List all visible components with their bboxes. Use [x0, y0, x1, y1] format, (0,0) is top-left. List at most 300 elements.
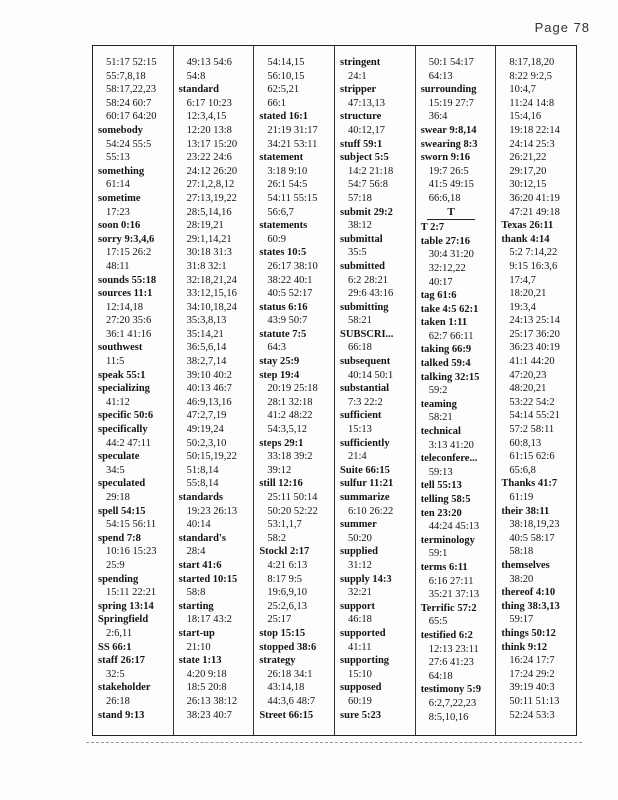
index-entry: [340, 477, 415, 491]
page-line-ref: 55:8,14: [186, 478, 219, 490]
index-entry: [259, 545, 334, 627]
page-line-ref: 12:3,4,15: [186, 111, 227, 123]
page-line-ref: 39:10 40:2: [186, 369, 232, 381]
page-line-ref: 57:2 58:11: [509, 424, 555, 436]
page-line-ref: 39:12: [267, 464, 292, 476]
index-term: stringent: [340, 57, 381, 68]
page-line-ref: 58:2: [267, 532, 287, 544]
index-term: statement: [259, 152, 304, 164]
index-entry: [259, 56, 334, 110]
index-term: summarize: [340, 492, 390, 503]
page-line-ref: 40:14 50:1: [348, 369, 394, 381]
index-term: testimony 5:9: [420, 684, 482, 696]
page-line-ref: 24:13 25:14: [509, 315, 560, 327]
page-line-ref: 30:4 31:20: [428, 249, 474, 261]
page-line-ref: 58:8: [186, 587, 206, 599]
index-term: things 50:12: [501, 627, 556, 639]
page-line-ref: 50:20 52:22: [267, 505, 318, 517]
index-entry: [98, 165, 173, 192]
index-entry: [98, 219, 173, 233]
page-line-ref: 26:18: [106, 695, 130, 707]
page-line-ref: 27:6 41:23: [428, 657, 474, 669]
index-entry: [421, 371, 496, 398]
index-term: swear 9:8,14: [420, 124, 477, 136]
index-entry: [179, 654, 254, 722]
page-line-ref: 5:2 7:14,22: [509, 247, 558, 259]
page-line-ref: 14:2 21:18: [348, 165, 394, 177]
page-line-ref: 20:19 25:18: [267, 383, 318, 395]
index-term: table 27:16: [420, 235, 470, 247]
index-entry: [421, 138, 496, 152]
index-term: structure: [340, 111, 382, 123]
page-line-ref: 59:13: [428, 466, 453, 478]
page-line-ref: 53:1,1,7: [267, 519, 302, 531]
page-line-ref: 8:17 9:5: [267, 573, 303, 585]
index-entry: [259, 641, 334, 655]
page-line-ref: 41:1 44:20: [509, 356, 555, 368]
index-term: surrounding: [420, 84, 477, 96]
index-term: staff 26:17: [98, 655, 145, 667]
page-line-ref: 19:6,9,10: [267, 587, 308, 599]
page-line-ref: 54:14 55:21: [509, 410, 560, 422]
index-entry: [340, 518, 415, 545]
index-entry: [98, 124, 173, 165]
page-line-ref: 38:22 40:1: [267, 274, 313, 286]
index-entry: [259, 477, 334, 545]
index-term: supply 14:3: [340, 573, 392, 585]
index-entry: [98, 573, 173, 600]
page-line-ref: 31:8 32:1: [186, 260, 227, 272]
index-entry: [259, 369, 334, 437]
page-line-ref: 36:5,6,14: [186, 342, 227, 354]
index-entry: [340, 301, 415, 328]
index-term: started 10:15: [178, 573, 238, 585]
index-entry: [421, 493, 496, 507]
page-line-ref: 26:1 54:5: [267, 179, 308, 191]
page-line-ref: 54:24 55:5: [106, 138, 152, 150]
index-term: starting: [178, 600, 214, 612]
page-line-ref: 6:16 27:11: [428, 575, 474, 587]
index-entry: [340, 654, 415, 681]
index-term: statute 7:5: [259, 328, 307, 340]
page-line-ref: 11:24 14:8: [509, 97, 555, 109]
page-line-ref: 6:2 28:21: [348, 274, 388, 286]
page-line-ref: 8:5,10,16: [428, 711, 469, 723]
page-line-ref: 25:17 36:20: [509, 328, 560, 340]
index-entry: [421, 452, 496, 479]
index-entry: [98, 56, 173, 124]
page-line-ref: 25:17: [267, 614, 292, 626]
index-term: status 6:16: [259, 301, 308, 313]
page-number: Page 78: [534, 20, 590, 35]
index-entry: [421, 56, 496, 83]
page-line-ref: 54:8: [186, 70, 206, 82]
index-entry: [98, 477, 173, 504]
index-term: sorry 9:3,4,6: [98, 233, 155, 245]
page-line-ref: 60:17 64:20: [106, 111, 157, 123]
index-entry: [501, 233, 576, 478]
index-term: submitted: [340, 260, 385, 272]
index-entry: [501, 505, 576, 559]
index-entry: [340, 409, 415, 436]
page-line-ref: 16:24 17:7: [509, 655, 555, 667]
index-term: SUBSCRI...: [340, 328, 394, 340]
index-entry: [421, 683, 496, 724]
page-line-ref: 30:18 31:3: [186, 247, 232, 259]
page-line-ref: 9:15 16:3,6: [509, 260, 558, 272]
page-line-ref: 7:3 22:2: [348, 396, 383, 408]
page-line-ref: 49:13 54:6: [186, 57, 232, 68]
index-entry: [259, 110, 334, 151]
page-line-ref: 29:1,14,21: [186, 233, 232, 245]
index-term: sources 11:1: [98, 288, 153, 300]
index-entry: [179, 491, 254, 532]
index-term: step 19:4: [259, 369, 300, 381]
index-entry: [501, 559, 576, 586]
index-term: standards: [178, 492, 224, 503]
page-line-ref: 40:14: [186, 519, 211, 531]
index-term: supporting: [340, 655, 390, 667]
index-term: states 10:5: [259, 247, 307, 259]
index-term: themselves: [501, 559, 550, 571]
page-line-ref: 59:2: [428, 385, 448, 397]
index-entry: [259, 246, 334, 300]
index-entry: [421, 534, 496, 561]
page-line-ref: 27:20 35:6: [106, 315, 152, 327]
page-line-ref: 61:19: [509, 492, 534, 503]
index-entry: [340, 355, 415, 382]
page-line-ref: 54:15 56:11: [106, 519, 157, 531]
index-term: SS 66:1: [98, 641, 132, 653]
page-line-ref: 50:15,19,22: [186, 451, 237, 463]
index-term: specifically: [98, 424, 148, 436]
index-entry: [179, 627, 254, 654]
index-entry: [179, 56, 254, 83]
page-line-ref: 66:18: [348, 342, 372, 354]
index-entry: [501, 477, 576, 504]
index-term: spring 13:14: [98, 600, 154, 612]
index-entry: [340, 151, 415, 205]
page-line-ref: 43:9 50:7: [267, 315, 308, 327]
page-line-ref: 12:20 13:8: [186, 124, 232, 136]
page-line-ref: 59:1: [428, 548, 448, 560]
index-entry: [340, 110, 415, 137]
index-term: stop 15:15: [259, 627, 306, 639]
index-term: T 2:7: [420, 222, 445, 234]
page-line-ref: 66:6,18: [428, 192, 461, 204]
index-term: supported: [340, 627, 386, 639]
page-line-ref: 18:20,21: [509, 288, 547, 300]
page-line-ref: 40:13 46:7: [186, 383, 232, 395]
index-term: specific 50:6: [98, 410, 154, 422]
index-column: [254, 46, 335, 735]
index-term: southwest: [98, 342, 143, 354]
page-line-ref: 56:10,15: [267, 70, 305, 82]
page-line-ref: 40:5 58:17: [509, 532, 555, 544]
page-line-ref: 28:1 32:18: [267, 396, 313, 408]
index-term: sworn 9:16: [420, 152, 470, 164]
index-entry: [340, 600, 415, 627]
index-term: submit 29:2: [340, 206, 393, 218]
page-line-ref: 4:20 9:18: [186, 668, 227, 680]
index-entry: [340, 328, 415, 355]
index-term: speculate: [98, 451, 140, 463]
index-term: swearing 8:3: [420, 138, 478, 150]
index-term: think 9:12: [501, 641, 548, 653]
index-term: state 1:13: [178, 655, 222, 667]
page-line-ref: 25:11 50:14: [267, 492, 318, 503]
section-letter: T: [427, 206, 476, 221]
page-line-ref: 50:11 51:13: [509, 695, 560, 707]
page-line-ref: 38:12: [348, 220, 372, 232]
index-entry: [421, 221, 496, 235]
index-entry: [340, 464, 415, 478]
page-line-ref: 60:9: [267, 233, 287, 245]
index-entry: [340, 83, 415, 110]
page-line-ref: 48:11: [106, 260, 130, 272]
index-column: [174, 46, 255, 735]
index-entry: [340, 573, 415, 600]
index-entry: [259, 151, 334, 219]
index-entry: [340, 382, 415, 409]
index-term: tell 55:13: [420, 480, 462, 492]
index-term: Thanks 41:7: [501, 478, 558, 490]
page-line-ref: 58:24 60:7: [106, 97, 152, 109]
index-entry: [340, 260, 415, 301]
index-term: Texas 26:11: [501, 220, 554, 232]
page-line-ref: 34:21 53:11: [267, 138, 318, 150]
page-line-ref: 27:1,2,8,12: [186, 179, 235, 191]
page-line-ref: 10:4,7: [509, 84, 536, 96]
index-term: strategy: [259, 655, 296, 667]
index-term: Suite 66:15: [340, 464, 390, 476]
page-line-ref: 41:11: [348, 641, 372, 653]
index-term: start-up: [178, 627, 215, 639]
index-term: telling 58:5: [420, 494, 471, 505]
page-line-ref: 51:17 52:15: [106, 57, 157, 68]
page-line-ref: 32:21: [348, 587, 372, 599]
index-term: Street 66:15: [259, 709, 314, 721]
page-line-ref: 65:6,8: [509, 464, 536, 476]
page-line-ref: 29:17,20: [509, 165, 547, 177]
page-line-ref: 11:5: [106, 356, 125, 368]
index-entry: [501, 600, 576, 627]
page-line-ref: 55:7,8,18: [106, 70, 146, 82]
page-line-ref: 58:17,22,23: [106, 84, 157, 96]
index-term: something: [98, 165, 145, 177]
index-term: subsequent: [340, 356, 391, 368]
page-line-ref: 26:13 38:12: [186, 695, 238, 707]
index-entry: [98, 423, 173, 450]
index-term: tag 61:6: [420, 290, 457, 302]
page-line-ref: 27:13,19,22: [186, 192, 237, 204]
page-line-ref: 12:14,18: [106, 301, 144, 313]
index-term: Terrific 57:2: [420, 602, 477, 614]
index-entry: [340, 681, 415, 708]
page-line-ref: 50:20: [348, 532, 372, 544]
page-line-ref: 25:9: [106, 559, 125, 571]
page-line-ref: 47:13,13: [348, 97, 386, 109]
page-line-ref: 46:18: [348, 614, 372, 626]
index-term: technical: [420, 426, 461, 438]
page-line-ref: 41:2 48:22: [267, 410, 313, 422]
index-term: spell 54:15: [98, 505, 146, 517]
index-term: stripper: [340, 84, 377, 96]
page-line-ref: 64:13: [428, 70, 453, 82]
page-line-ref: 8:22 9:2,5: [509, 70, 552, 82]
index-entry: [259, 219, 334, 246]
index-term: testified 6:2: [420, 629, 473, 641]
index-entry: [340, 709, 415, 723]
index-entry: [259, 328, 334, 355]
index-entry: [179, 559, 254, 573]
page-line-ref: 17:23: [106, 206, 130, 218]
page-line-ref: 34:5: [106, 464, 125, 476]
index-term: sounds 55:18: [98, 274, 157, 286]
page-line-ref: 6:2,7,22,23: [428, 697, 477, 709]
page-line-ref: 66:1: [267, 97, 287, 109]
index-entry: [98, 709, 173, 723]
index-column: [335, 46, 416, 735]
index-column: [93, 46, 174, 735]
index-entry: [98, 641, 173, 655]
index-term: submitting: [340, 301, 389, 313]
page-line-ref: 18:5 20:8: [186, 682, 227, 694]
index-entry: [98, 600, 173, 614]
index-entry: [98, 382, 173, 409]
index-entry: [340, 206, 415, 233]
page-line-ref: 12:13 23:11: [428, 643, 479, 655]
index-entry: [421, 151, 496, 205]
index-column: [496, 46, 576, 735]
index-entry: [421, 425, 496, 452]
index-entry: [98, 409, 173, 423]
index-term: teleconfere...: [420, 453, 478, 465]
index-term: somebody: [98, 124, 143, 136]
page-line-ref: 18:17 43:2: [186, 614, 232, 626]
page-line-ref: 62:7 66:11: [428, 330, 474, 342]
page-line-ref: 15:11 22:21: [106, 587, 157, 599]
index-entry: [98, 613, 173, 640]
page-line-ref: 21:10: [186, 641, 211, 653]
page-line-ref: 35:5: [348, 247, 367, 259]
page-line-ref: 10:16 15:23: [106, 546, 157, 558]
page-line-ref: 32:5: [106, 668, 125, 680]
index-entry: [421, 343, 496, 357]
page-line-ref: 24:12 26:20: [186, 165, 238, 177]
page-line-ref: 54:11 55:15: [267, 192, 318, 204]
index-entry: [421, 303, 496, 317]
page-line-ref: 19:7 26:5: [428, 165, 469, 177]
index-term: Springfield: [98, 614, 149, 626]
page-line-ref: 13:17 15:20: [186, 138, 238, 150]
index-entry: [98, 532, 173, 573]
index-term: start 41:6: [178, 559, 222, 571]
page-line-ref: 36:20 41:19: [509, 192, 560, 204]
page-line-ref: 47:20,23: [509, 369, 547, 381]
index-term: terms 6:11: [420, 561, 468, 573]
index-term: sure 5:23: [340, 709, 381, 721]
index-entry: [98, 450, 173, 477]
index-entry: [421, 479, 496, 493]
index-entry: [501, 219, 576, 233]
page-line-ref: 33:12,15,16: [186, 288, 237, 300]
page-line-ref: 39:19 40:3: [509, 682, 555, 694]
page-line-ref: 30:12,15: [509, 179, 547, 191]
page-line-ref: 29:6 43:16: [348, 288, 394, 300]
index-term: speak 55:1: [98, 369, 146, 381]
index-term: sufficiently: [340, 437, 390, 449]
page-line-ref: 58:21: [348, 315, 372, 327]
page-line-ref: 53:22 54:2: [509, 396, 555, 408]
index-term: ten 23:20: [420, 507, 462, 519]
index-term: specializing: [98, 383, 150, 395]
index-term: summer: [340, 519, 377, 531]
index-entry: [179, 83, 254, 491]
page-line-ref: 21:19 31:17: [267, 124, 318, 136]
page-line-ref: 26:17 38:10: [267, 260, 318, 272]
index-entry: [98, 369, 173, 383]
index-entry: [340, 437, 415, 464]
index-term: statements: [259, 220, 308, 232]
index-entry: [179, 600, 254, 627]
page-line-ref: 47:2,7,19: [186, 410, 227, 422]
page-line-ref: 2:6,11: [106, 627, 133, 639]
index-entry: [98, 654, 173, 681]
page-line-ref: 46:9,13,16: [186, 396, 232, 408]
index-term: support: [340, 600, 376, 612]
index-entry: [421, 289, 496, 303]
page-line-ref: 28:5,14,16: [186, 206, 232, 218]
index-term: supplied: [340, 546, 378, 558]
page-line-ref: 28:19,21: [186, 220, 224, 232]
index-entry: [259, 627, 334, 641]
page-line-ref: 35:3,8,13: [186, 315, 227, 327]
index-entry: [501, 586, 576, 600]
index-entry: [501, 641, 576, 723]
index-term: thank 4:14: [501, 233, 550, 245]
page-line-ref: 54:3,5,12: [267, 424, 308, 436]
page-line-ref: 40:5 52:17: [267, 288, 313, 300]
index-entry: [501, 56, 576, 219]
index-entry: [340, 545, 415, 572]
page-line-ref: 35:21 37:13: [428, 589, 480, 601]
page-line-ref: 17:4,7: [509, 274, 536, 286]
page-line-ref: 38:18,19,23: [509, 519, 560, 531]
page-line-ref: 51:8,14: [186, 464, 219, 476]
page-line-ref: 26:18 34:1: [267, 668, 313, 680]
page-line-ref: 43:14,18: [267, 682, 305, 694]
index-entry: [421, 602, 496, 629]
index-term: Stockl 2:17: [259, 546, 310, 558]
index-term: stopped 38:6: [259, 641, 317, 653]
index-term: spending: [98, 573, 139, 585]
index-entry: [421, 124, 496, 138]
index-term: steps 29:1: [259, 437, 304, 449]
index-term: still 12:16: [259, 478, 303, 490]
index-term: teaming: [420, 398, 457, 410]
index-entry: [179, 573, 254, 600]
page-line-ref: 61:14: [106, 179, 130, 191]
page-line-ref: 15:13: [348, 424, 372, 436]
page-line-ref: 52:24 53:3: [509, 709, 555, 721]
index-term: talked 59:4: [420, 358, 471, 370]
page-line-ref: 38:2,7,14: [186, 356, 227, 368]
page-line-ref: 6:17 10:23: [186, 97, 232, 109]
page-line-ref: 48:20,21: [509, 383, 547, 395]
page-line-ref: 29:18: [106, 492, 130, 503]
index-entry: [259, 709, 334, 723]
